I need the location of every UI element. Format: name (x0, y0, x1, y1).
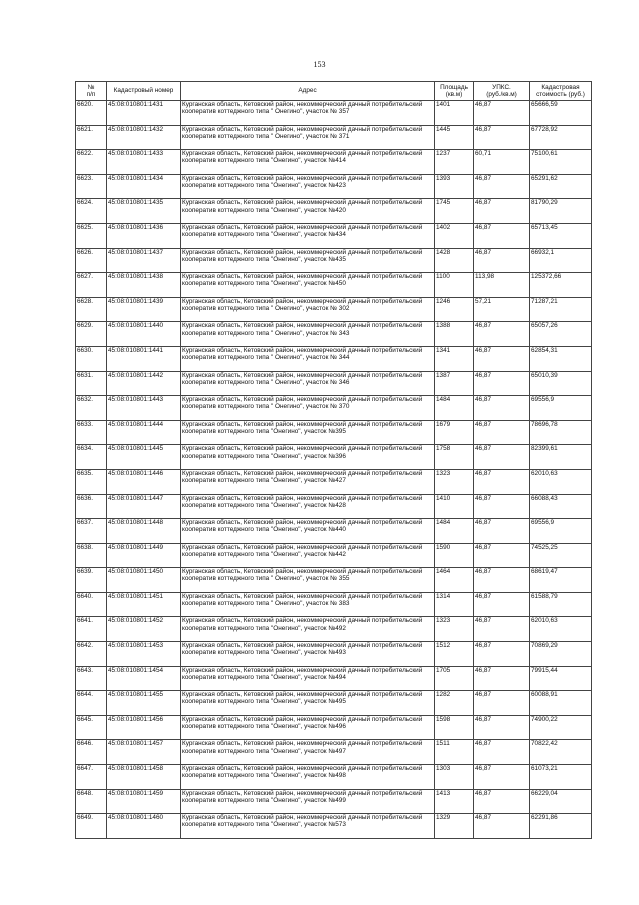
cell-num: 6623. (76, 174, 107, 199)
header-area-label: Площадь (кв.м) (440, 83, 468, 98)
cell-cadastral: 45:08:010801:1444 (107, 420, 181, 445)
cell-upks: 46,87 (474, 322, 530, 347)
cell-upks: 46,87 (474, 371, 530, 396)
cell-address: Курганская область, Кетовский район, некоммерческий дачный потребительский кооператив коттеджного типа "Онегино", участок №420 (181, 199, 435, 224)
cell-address: Курганская область, Кетовский район, некоммерческий дачный потребительский кооператив коттеджного типа " Онегино", участок № 357 (181, 101, 435, 126)
cell-cost: 74525,25 (530, 543, 592, 568)
cell-area: 1512 (435, 642, 474, 667)
cell-num: 6631. (76, 371, 107, 396)
cell-num: 6633. (76, 420, 107, 445)
cell-area: 1237 (435, 150, 474, 175)
cell-address: Курганская область, Кетовский район, некоммерческий дачный потребительский кооператив коттеджного типа "Онегино", участок №497 (181, 740, 435, 765)
cell-area: 1679 (435, 420, 474, 445)
cell-cost: 82399,61 (530, 445, 592, 470)
cell-num: 6636. (76, 494, 107, 519)
cell-address: Курганская область, Кетовский район, некоммерческий дачный потребительский кооператив коттеджного типа "Онегино", участок №440 (181, 519, 435, 544)
cell-area: 1282 (435, 691, 474, 716)
cell-upks: 46,87 (474, 814, 530, 839)
cell-area: 1428 (435, 248, 474, 273)
table-row (76, 469, 592, 494)
table-row (76, 420, 592, 445)
cell-area: 1401 (435, 101, 474, 126)
cell-upks: 46,87 (474, 396, 530, 421)
cell-cadastral: 45:08:010801:1441 (107, 346, 181, 371)
cell-cadastral: 45:08:010801:1434 (107, 174, 181, 199)
table-row (76, 494, 592, 519)
cell-upks: 60,71 (474, 150, 530, 175)
cell-num: 6647. (76, 765, 107, 790)
cell-upks: 46,87 (474, 223, 530, 248)
cell-cadastral: 45:08:010801:1460 (107, 814, 181, 839)
cell-address: Курганская область, Кетовский район, некоммерческий дачный потребительский кооператив коттеджного типа "Онегино", участок №492 (181, 617, 435, 642)
cell-area: 1100 (435, 273, 474, 298)
cell-upks: 46,87 (474, 174, 530, 199)
cell-upks: 46,87 (474, 592, 530, 617)
cell-cadastral: 45:08:010801:1439 (107, 297, 181, 322)
table-row (76, 715, 592, 740)
cell-cadastral: 45:08:010801:1453 (107, 642, 181, 667)
table-row (76, 174, 592, 199)
cell-cost: 65666,59 (530, 101, 592, 126)
cell-cadastral: 45:08:010801:1443 (107, 396, 181, 421)
cell-cost: 70822,42 (530, 740, 592, 765)
cell-cadastral: 45:08:010801:1447 (107, 494, 181, 519)
cell-cost: 65010,39 (530, 371, 592, 396)
cell-upks: 57,21 (474, 297, 530, 322)
cell-upks: 46,87 (474, 445, 530, 470)
table-row (76, 617, 592, 642)
cell-upks: 46,87 (474, 101, 530, 126)
cadastral-table (75, 81, 592, 839)
cell-cadastral: 45:08:010801:1432 (107, 125, 181, 150)
cell-cadastral: 45:08:010801:1454 (107, 666, 181, 691)
cell-address: Курганская область, Кетовский район, некоммерческий дачный потребительский кооператив коттеджного типа "Онегино", участок №499 (181, 789, 435, 814)
cell-num: 6641. (76, 617, 107, 642)
cell-address: Курганская область, Кетовский район, некоммерческий дачный потребительский кооператив коттеджного типа " Онегино", участок № 343 (181, 322, 435, 347)
table-row (76, 568, 592, 593)
cell-cost: 62291,86 (530, 814, 592, 839)
cell-address: Курганская область, Кетовский район, некоммерческий дачный потребительский кооператив коттеджного типа "Онегино", участок №495 (181, 691, 435, 716)
cell-address: Курганская область, Кетовский район, некоммерческий дачный потребительский кооператив коттеджного типа " Онегино", участок № 371 (181, 125, 435, 150)
cell-address: Курганская область, Кетовский район, некоммерческий дачный потребительский кооператив коттеджного типа "Онегино", участок №496 (181, 715, 435, 740)
cell-area: 1323 (435, 617, 474, 642)
cell-address: Курганская область, Кетовский район, некоммерческий дачный потребительский кооператив коттеджного типа "Онегино", участок №428 (181, 494, 435, 519)
cell-cost: 74900,22 (530, 715, 592, 740)
cell-upks: 46,87 (474, 519, 530, 544)
cell-num: 6624. (76, 199, 107, 224)
table-row (76, 814, 592, 839)
header-cost-label: Кадастровая стоимость (руб.) (536, 83, 585, 98)
table-row (76, 543, 592, 568)
cell-num: 6628. (76, 297, 107, 322)
cell-address: Курганская область, Кетовский район, некоммерческий дачный потребительский кооператив коттеджного типа " Онегино", участок № 370 (181, 396, 435, 421)
cell-address: Курганская область, Кетовский район, некоммерческий дачный потребительский кооператив коттеджного типа " Онегино", участок № 355 (181, 568, 435, 593)
cell-area: 1323 (435, 469, 474, 494)
cell-upks: 46,87 (474, 691, 530, 716)
cell-area: 1329 (435, 814, 474, 839)
cell-address: Курганская область, Кетовский район, некоммерческий дачный потребительский кооператив коттеджного типа " Онегино", участок № 302 (181, 297, 435, 322)
cell-cadastral: 45:08:010801:1455 (107, 691, 181, 716)
cell-area: 1387 (435, 371, 474, 396)
table-row (76, 740, 592, 765)
table-row (76, 691, 592, 716)
cell-address: Курганская область, Кетовский район, некоммерческий дачный потребительский кооператив коттеджного типа "Онегино", участок №442 (181, 543, 435, 568)
cell-upks: 46,87 (474, 346, 530, 371)
cell-area: 1402 (435, 223, 474, 248)
cell-area: 1314 (435, 592, 474, 617)
cell-upks: 46,87 (474, 469, 530, 494)
cell-cost: 65713,45 (530, 223, 592, 248)
cell-address: Курганская область, Кетовский район, некоммерческий дачный потребительский кооператив коттеджного типа "Онегино", участок №427 (181, 469, 435, 494)
cell-num: 6632. (76, 396, 107, 421)
table-row (76, 519, 592, 544)
cell-cadastral: 45:08:010801:1438 (107, 273, 181, 298)
cell-area: 1303 (435, 765, 474, 790)
cell-cadastral: 45:08:010801:1446 (107, 469, 181, 494)
cell-area: 1393 (435, 174, 474, 199)
cell-cost: 66229,04 (530, 789, 592, 814)
cell-cost: 61588,79 (530, 592, 592, 617)
cell-address: Курганская область, Кетовский район, некоммерческий дачный потребительский кооператив коттеджного типа "Онегино", участок №414 (181, 150, 435, 175)
table-row (76, 371, 592, 396)
cell-cost: 68619,47 (530, 568, 592, 593)
cell-num: 6627. (76, 273, 107, 298)
table-body (76, 101, 592, 839)
header-address-label: Адрес (298, 87, 317, 95)
cell-num: 6630. (76, 346, 107, 371)
cell-upks: 46,87 (474, 420, 530, 445)
cell-upks: 46,87 (474, 199, 530, 224)
cell-num: 6649. (76, 814, 107, 839)
cell-area: 1705 (435, 666, 474, 691)
cell-cadastral: 45:08:010801:1437 (107, 248, 181, 273)
cell-upks: 46,87 (474, 125, 530, 150)
cell-num: 6640. (76, 592, 107, 617)
cell-cost: 69556,9 (530, 396, 592, 421)
cell-area: 1246 (435, 297, 474, 322)
header-upks (474, 82, 530, 101)
cell-cadastral: 45:08:010801:1440 (107, 322, 181, 347)
cell-num: 6642. (76, 642, 107, 667)
cell-area: 1511 (435, 740, 474, 765)
cell-cadastral: 45:08:010801:1457 (107, 740, 181, 765)
table-row (76, 642, 592, 667)
table-header-row (76, 82, 592, 101)
cell-num: 6635. (76, 469, 107, 494)
table-row (76, 322, 592, 347)
cell-num: 6643. (76, 666, 107, 691)
header-cadastral-label: Кадастровый номер (113, 87, 174, 95)
header-cadastral (107, 82, 181, 101)
cell-cost: 71287,21 (530, 297, 592, 322)
cell-num: 6648. (76, 789, 107, 814)
cell-address: Курганская область, Кетовский район, некоммерческий дачный потребительский кооператив коттеджного типа "Онегино", участок №498 (181, 765, 435, 790)
cell-address: Курганская область, Кетовский район, некоммерческий дачный потребительский кооператив коттеджного типа "Онегино", участок №450 (181, 273, 435, 298)
cell-num: 6629. (76, 322, 107, 347)
cell-cost: 62010,63 (530, 617, 592, 642)
cell-cadastral: 45:08:010801:1459 (107, 789, 181, 814)
table-row (76, 199, 592, 224)
cell-num: 6620. (76, 101, 107, 126)
cell-cadastral: 45:08:010801:1449 (107, 543, 181, 568)
cell-cadastral: 45:08:010801:1456 (107, 715, 181, 740)
cell-area: 1445 (435, 125, 474, 150)
table-row (76, 445, 592, 470)
cell-address: Курганская область, Кетовский район, некоммерческий дачный потребительский кооператив коттеджного типа "Онегино", участок №423 (181, 174, 435, 199)
table-row (76, 150, 592, 175)
cell-area: 1484 (435, 519, 474, 544)
table-row (76, 297, 592, 322)
table-row (76, 273, 592, 298)
table-row (76, 592, 592, 617)
cell-area: 1590 (435, 543, 474, 568)
cell-upks: 113,98 (474, 273, 530, 298)
cell-address: Курганская область, Кетовский район, некоммерческий дачный потребительский кооператив коттеджного типа "Онегино", участок №434 (181, 223, 435, 248)
cell-upks: 46,87 (474, 789, 530, 814)
header-area (435, 82, 474, 101)
cell-cost: 61073,21 (530, 765, 592, 790)
cell-cadastral: 45:08:010801:1431 (107, 101, 181, 126)
table-row (76, 765, 592, 790)
table-row (76, 101, 592, 126)
cell-area: 1413 (435, 789, 474, 814)
cell-cost: 66932,1 (530, 248, 592, 273)
cell-address: Курганская область, Кетовский район, некоммерческий дачный потребительский кооператив коттеджного типа " Онегино", участок № 344 (181, 346, 435, 371)
cell-upks: 46,87 (474, 642, 530, 667)
cell-upks: 46,87 (474, 543, 530, 568)
cell-area: 1745 (435, 199, 474, 224)
cell-address: Курганская область, Кетовский район, некоммерческий дачный потребительский кооператив коттеджного типа "Онегино", участок №573 (181, 814, 435, 839)
table-row (76, 125, 592, 150)
cell-address: Курганская область, Кетовский район, некоммерческий дачный потребительский кооператив коттеджного типа "Онегино", участок №435 (181, 248, 435, 273)
cell-address: Курганская область, Кетовский район, некоммерческий дачный потребительский кооператив коттеджного типа " Онегино", участок № 383 (181, 592, 435, 617)
cell-area: 1410 (435, 494, 474, 519)
cell-upks: 46,87 (474, 494, 530, 519)
cell-area: 1598 (435, 715, 474, 740)
cell-area: 1341 (435, 346, 474, 371)
cell-upks: 46,87 (474, 740, 530, 765)
header-num-label: № п/п (86, 83, 96, 98)
cell-upks: 46,87 (474, 617, 530, 642)
table-row (76, 223, 592, 248)
table-row (76, 666, 592, 691)
cell-cost: 65057,26 (530, 322, 592, 347)
cell-cost: 69556,9 (530, 519, 592, 544)
cell-cost: 125372,66 (530, 273, 592, 298)
cell-num: 6621. (76, 125, 107, 150)
cell-cost: 81790,29 (530, 199, 592, 224)
table-row (76, 248, 592, 273)
cell-num: 6644. (76, 691, 107, 716)
cell-cadastral: 45:08:010801:1442 (107, 371, 181, 396)
table-row (76, 789, 592, 814)
header-upks-label: УПКС. (руб./кв.м) (486, 83, 517, 98)
cell-num: 6637. (76, 519, 107, 544)
cell-cadastral: 45:08:010801:1450 (107, 568, 181, 593)
cell-cost: 62010,63 (530, 469, 592, 494)
cell-area: 1484 (435, 396, 474, 421)
cell-address: Курганская область, Кетовский район, некоммерческий дачный потребительский кооператив коттеджного типа "Онегино", участок №494 (181, 666, 435, 691)
cell-cadastral: 45:08:010801:1435 (107, 199, 181, 224)
cell-num: 6638. (76, 543, 107, 568)
cell-area: 1758 (435, 445, 474, 470)
cell-upks: 46,87 (474, 666, 530, 691)
cell-num: 6622. (76, 150, 107, 175)
table-row (76, 396, 592, 421)
cell-num: 6646. (76, 740, 107, 765)
cell-num: 6634. (76, 445, 107, 470)
cell-cost: 60088,91 (530, 691, 592, 716)
cell-address: Курганская область, Кетовский район, некоммерческий дачный потребительский кооператив коттеджного типа "Онегино", участок №396 (181, 445, 435, 470)
cell-cost: 75100,61 (530, 150, 592, 175)
cell-num: 6645. (76, 715, 107, 740)
page-number: 153 (313, 60, 326, 69)
table-row (76, 346, 592, 371)
header-address (181, 82, 435, 101)
cell-cadastral: 45:08:010801:1436 (107, 223, 181, 248)
cell-cadastral: 45:08:010801:1451 (107, 592, 181, 617)
cell-upks: 46,87 (474, 248, 530, 273)
cell-address: Курганская область, Кетовский район, некоммерческий дачный потребительский кооператив коттеджного типа "Онегино", участок №493 (181, 642, 435, 667)
cell-area: 1464 (435, 568, 474, 593)
cell-cost: 70869,29 (530, 642, 592, 667)
cell-num: 6625. (76, 223, 107, 248)
cell-cost: 79915,44 (530, 666, 592, 691)
cell-upks: 46,87 (474, 765, 530, 790)
cell-cadastral: 45:08:010801:1433 (107, 150, 181, 175)
cell-cadastral: 45:08:010801:1458 (107, 765, 181, 790)
cell-cadastral: 45:08:010801:1452 (107, 617, 181, 642)
cell-cost: 67728,92 (530, 125, 592, 150)
cell-area: 1388 (435, 322, 474, 347)
cell-num: 6639. (76, 568, 107, 593)
cell-cost: 65291,62 (530, 174, 592, 199)
cell-cost: 78696,78 (530, 420, 592, 445)
header-num (76, 82, 107, 101)
cell-address: Курганская область, Кетовский район, некоммерческий дачный потребительский кооператив коттеджного типа " Онегино", участок № 346 (181, 371, 435, 396)
header-cost (530, 82, 592, 101)
cell-cadastral: 45:08:010801:1448 (107, 519, 181, 544)
cell-cost: 62854,31 (530, 346, 592, 371)
cell-address: Курганская область, Кетовский район, некоммерческий дачный потребительский кооператив коттеджного типа "Онегино", участок №395 (181, 420, 435, 445)
cell-cadastral: 45:08:010801:1445 (107, 445, 181, 470)
cell-upks: 46,87 (474, 715, 530, 740)
cell-num: 6626. (76, 248, 107, 273)
cell-cost: 66088,43 (530, 494, 592, 519)
cell-upks: 46,87 (474, 568, 530, 593)
